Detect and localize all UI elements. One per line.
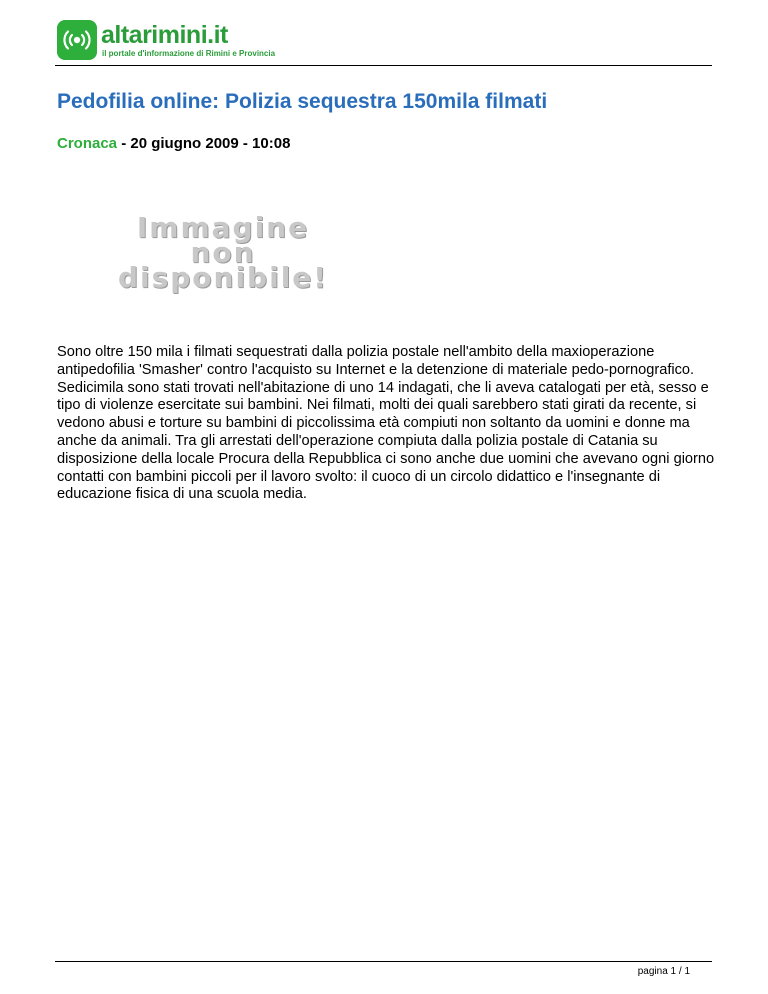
article-body: Sono oltre 150 mila i filmati sequestrati dalla polizia postale nell'ambito della maxioperazione antipedofilia 'Smasher' contro l'acquisto su Internet e la detenzione di materiale pedo-pornografico. Sedicimila sono stati trovati nell'abitazione di uno 14 indagati, che li aveva catalogati per età, sesso e tipo di violenze esercitate sui bambini. Nei filmati, molti dei quali sarebbero stati girati da recente, si vedono abusi e torture su bambini di piccolissima età compiuti non soltanto da uomini e donne ma anche da animali. Tra gli arrestati dell'operazione compiuta dalla polizia postale di Catania su disposizione della locale Procura della Repubblica ci sono anche due uomini che avevano ogni giorno contatti con bambini piccoli per il lavoro svolto: il cuoco di un circolo didattico e l'insegnante di educazione fisica di una scuola media. xyxy=(57,344,715,503)
site-tagline: il portale d'informazione di Rimini e Provincia xyxy=(102,48,276,58)
placeholder-line-3: disponibile! xyxy=(117,261,329,294)
page-number: pagina 1 / 1 xyxy=(637,966,690,977)
article-meta xyxy=(57,134,290,154)
site-name: altarimini.it xyxy=(101,20,228,49)
placeholder-line-1: Immagine xyxy=(136,211,310,244)
site-logo[interactable] xyxy=(57,20,275,60)
article-title: Pedofilia online: Polizia sequestra 150mila filmati xyxy=(57,90,548,113)
article-category[interactable]: Cronaca xyxy=(57,135,118,152)
footer-divider xyxy=(55,961,712,962)
placeholder-line-2: non xyxy=(190,236,256,269)
article-date: - 20 giugno 2009 - 10:08 xyxy=(117,135,291,152)
header-divider xyxy=(55,65,712,66)
image-unavailable-placeholder xyxy=(88,211,358,294)
broadcast-icon xyxy=(57,20,97,60)
logo-text xyxy=(101,22,275,59)
